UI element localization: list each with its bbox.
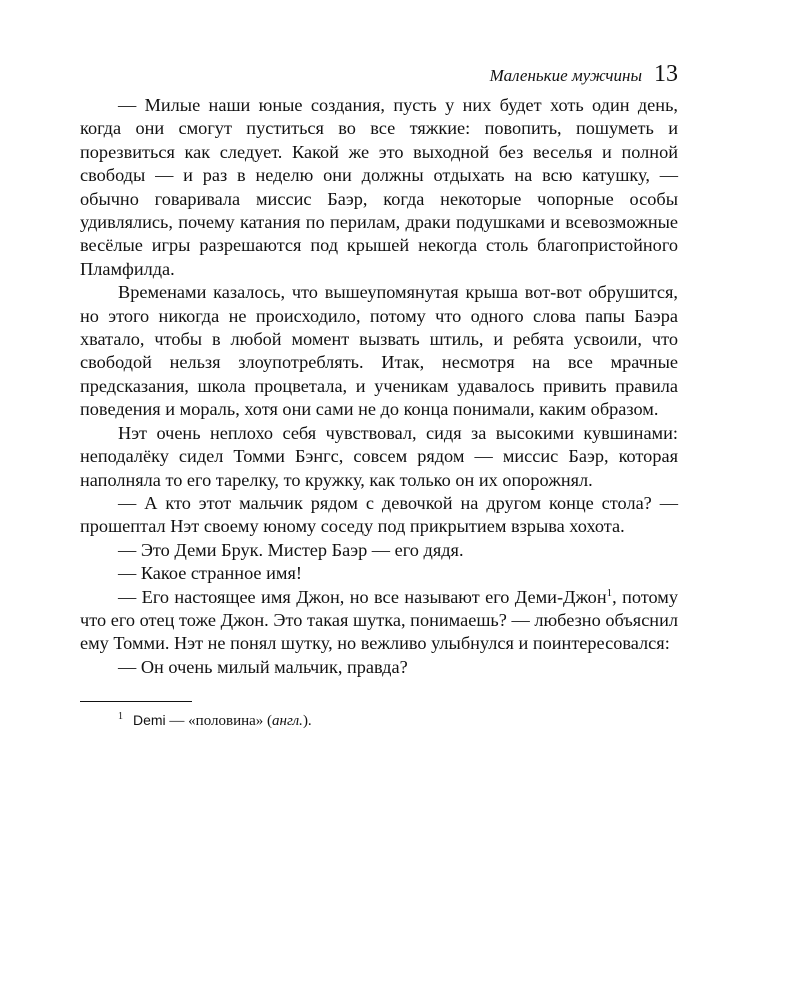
footnote-lang-open: ( — [263, 713, 273, 730]
footnote-translation: «половина» — [188, 713, 264, 730]
footnote — [80, 710, 678, 731]
paragraph-with-footnote — [80, 586, 678, 656]
footnote-term: Demi — [133, 712, 166, 729]
book-page — [80, 58, 678, 731]
page-number: 13 — [654, 61, 678, 87]
running-head-title: Маленькие мужчины — [489, 66, 642, 85]
paragraph: — Милые наши юные создания, пусть у них будет хоть один день, когда они смогут пуститься во все тяжкие: повопить, пошуметь и порезвиться как следует. Какой же это выходной без веселья и полной свободы — и раз в неделю они должны отдыхать на всю катушку, — обычно говаривала миссис Баэр, когда некоторые чопорные особы удивлялись, почему катания по перилам, драки подушками и всевозможные весёлые игры разрешаются под крышей некогда столь благопристойного Пламфилда. — [80, 95, 678, 279]
body-text — [80, 94, 678, 679]
paragraph: Нэт очень неплохо себя чувствовал, сидя за высокими кувшинами: неподалёку сидел Томми Бэнгс, совсем рядом — миссис Баэр, которая наполняла то его тарелку, то кружку, как только он их опорожнял. — [80, 422, 678, 490]
footnote-dash: — — [165, 713, 189, 730]
footnote-number: 1 — [118, 711, 123, 723]
footnote-divider — [80, 701, 192, 702]
footnote-reference-mark[interactable]: 1 — [606, 586, 613, 599]
running-head — [80, 58, 678, 90]
paragraph-text-before-mark: — Его настоящее имя Джон, но все называют его Деми-Джон — [118, 586, 607, 607]
paragraph: — Это Деми Брук. Мистер Баэр — его дядя. — [118, 539, 464, 560]
footnote-language: англ. — [272, 713, 303, 730]
paragraph-text-after-mark: , потому что его отец тоже Джон. Это такая шутка, понимаешь? — любезно объяснил ему Томми. Нэт не понял шутку, но вежливо улыбнулся и поинтересовался: — [80, 586, 678, 654]
footnote-lang-close: ). — [302, 713, 312, 730]
paragraph: — Какое странное имя! — [118, 563, 302, 584]
paragraph: — А кто этот мальчик рядом с девочкой на другом конце стола? — прошептал Нэт своему юному соседу под прикрытием взрыва хохота. — [80, 492, 678, 537]
paragraph: Временами казалось, что вышеупомянутая крыша вот-вот обрушится, но этого никогда не происходило, потому что одного слова папы Баэра хватало, чтобы в любой момент вызвать штиль, и ребята усвоили, что свободой нельзя злоупотреблять. Итак, несмотря на все мрачные предсказания, школа процветала, и ученикам удавалось привить правила поведения и мораль, хотя они сами не до конца понимали, каким образом. — [80, 282, 678, 420]
paragraph: — Он очень милый мальчик, правда? — [118, 656, 408, 677]
